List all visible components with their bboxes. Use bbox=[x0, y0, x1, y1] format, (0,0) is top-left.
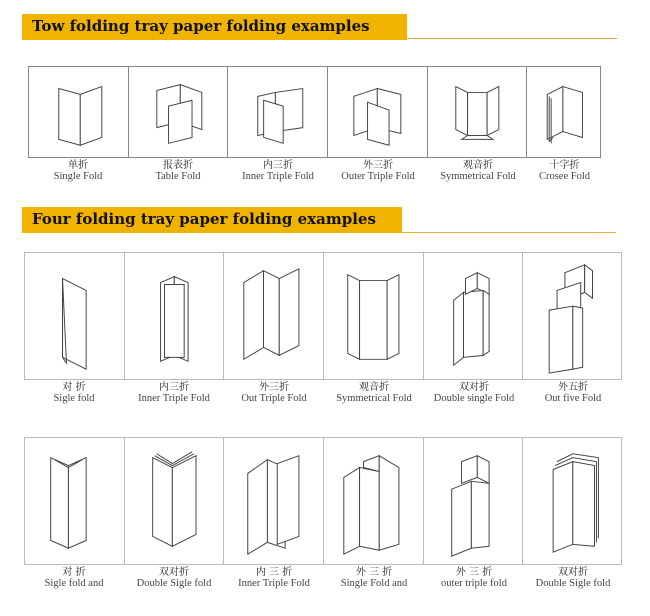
illustration-single-fold-and bbox=[324, 438, 424, 564]
caption-symmetrical-fold bbox=[428, 160, 528, 182]
caption-english: Inner Triple Fold bbox=[242, 171, 314, 182]
illustration-symmetrical-fold bbox=[324, 253, 424, 379]
caption-chinese: 十字折 bbox=[549, 160, 580, 171]
caption-chinese: 外五折 bbox=[558, 382, 588, 393]
caption-english: Symmetrical Fold bbox=[336, 393, 412, 404]
caption-chinese: 外三折 bbox=[259, 382, 289, 393]
caption-chinese: 外三折 bbox=[363, 160, 393, 171]
section-title: Four folding tray paper folding examples bbox=[32, 210, 376, 228]
illustration-double-sigle-fold bbox=[125, 438, 225, 564]
two-fold-illustration-row bbox=[28, 66, 601, 158]
illustration-cross-fold bbox=[527, 67, 600, 157]
caption-chinese: 双对折 bbox=[459, 382, 489, 393]
illustration-out-five-fold bbox=[523, 253, 621, 379]
caption-out-triple-fold bbox=[224, 382, 324, 404]
caption-chinese: 观音折 bbox=[463, 160, 493, 171]
caption-english: Inner Triple Fold bbox=[238, 578, 310, 589]
illustration-outer-triple-fold bbox=[328, 67, 428, 157]
section-title: Tow folding tray paper folding examples bbox=[32, 17, 370, 35]
caption-english: Single Fold bbox=[53, 171, 103, 182]
caption-double-sigle-fold-2 bbox=[524, 567, 622, 589]
caption-sigle-fold bbox=[24, 382, 124, 404]
caption-english: Double Sigle fold bbox=[535, 578, 611, 589]
caption-english: Outer Triple Fold bbox=[341, 171, 415, 182]
illustration-out-triple-fold bbox=[224, 253, 324, 379]
caption-english: outer triple fold bbox=[441, 578, 507, 589]
illustration-sigle-fold bbox=[25, 253, 125, 379]
caption-english: Crosee Fold bbox=[538, 171, 591, 182]
caption-double-single-fold bbox=[424, 382, 524, 404]
section-header-four-fold bbox=[22, 207, 402, 233]
section-divider bbox=[402, 232, 616, 233]
caption-chinese: 单折 bbox=[68, 160, 88, 171]
caption-english: Out Triple Fold bbox=[241, 393, 307, 404]
four-fold-illustration-row-2 bbox=[24, 437, 622, 565]
caption-chinese: 内 三 折 bbox=[255, 567, 293, 578]
caption-chinese: 对 折 bbox=[62, 382, 86, 393]
caption-single-fold-and bbox=[324, 567, 424, 589]
illustration-outer-triple-fold bbox=[424, 438, 524, 564]
caption-table-fold bbox=[128, 160, 228, 182]
caption-english: Double Sigle fold bbox=[136, 578, 212, 589]
caption-chinese: 双对折 bbox=[558, 567, 588, 578]
caption-chinese: 观音折 bbox=[359, 382, 389, 393]
caption-chinese: 对 折 bbox=[62, 567, 86, 578]
caption-outer-triple-fold bbox=[328, 160, 428, 182]
caption-symmetrical-fold bbox=[324, 382, 424, 404]
illustration-table-fold bbox=[129, 67, 229, 157]
caption-chinese: 报表折 bbox=[163, 160, 193, 171]
caption-english: Symmetrical Fold bbox=[440, 171, 516, 182]
caption-english: Inner Triple Fold bbox=[138, 393, 210, 404]
illustration-single-fold bbox=[29, 67, 129, 157]
caption-sigle-fold-and bbox=[24, 567, 124, 589]
illustration-inner-triple-fold bbox=[125, 253, 225, 379]
caption-inner-triple-fold-2 bbox=[224, 567, 324, 589]
section-header-two-fold bbox=[22, 14, 407, 40]
caption-double-sigle-fold bbox=[124, 567, 224, 589]
caption-english: Out five Fold bbox=[544, 393, 602, 404]
caption-chinese: 双对折 bbox=[159, 567, 189, 578]
caption-english: Sigle fold bbox=[53, 393, 95, 404]
caption-chinese: 外 三 折 bbox=[355, 567, 393, 578]
caption-english: Sigle fold and bbox=[44, 578, 104, 589]
caption-inner-triple-fold bbox=[124, 382, 224, 404]
caption-chinese: 内三折 bbox=[263, 160, 293, 171]
illustration-symmetrical-fold bbox=[428, 67, 528, 157]
caption-inner-triple-fold bbox=[228, 160, 328, 182]
caption-outer-triple-fold bbox=[424, 567, 524, 589]
caption-english: Table Fold bbox=[155, 171, 201, 182]
caption-chinese: 外 三 折 bbox=[455, 567, 493, 578]
caption-cross-fold bbox=[528, 160, 601, 182]
illustration-inner-triple-fold-2 bbox=[224, 438, 324, 564]
caption-single-fold bbox=[28, 160, 128, 182]
illustration-double-sigle-fold-2 bbox=[523, 438, 621, 564]
caption-out-five-fold bbox=[524, 382, 622, 404]
section-divider bbox=[407, 38, 617, 39]
illustration-sigle-fold-and bbox=[25, 438, 125, 564]
illustration-double-single-fold bbox=[424, 253, 524, 379]
caption-english: Double single Fold bbox=[433, 393, 515, 404]
caption-english: Single Fold and bbox=[340, 578, 408, 589]
caption-chinese: 内三折 bbox=[159, 382, 189, 393]
illustration-inner-triple-fold bbox=[228, 67, 328, 157]
four-fold-illustration-row-1 bbox=[24, 252, 622, 380]
